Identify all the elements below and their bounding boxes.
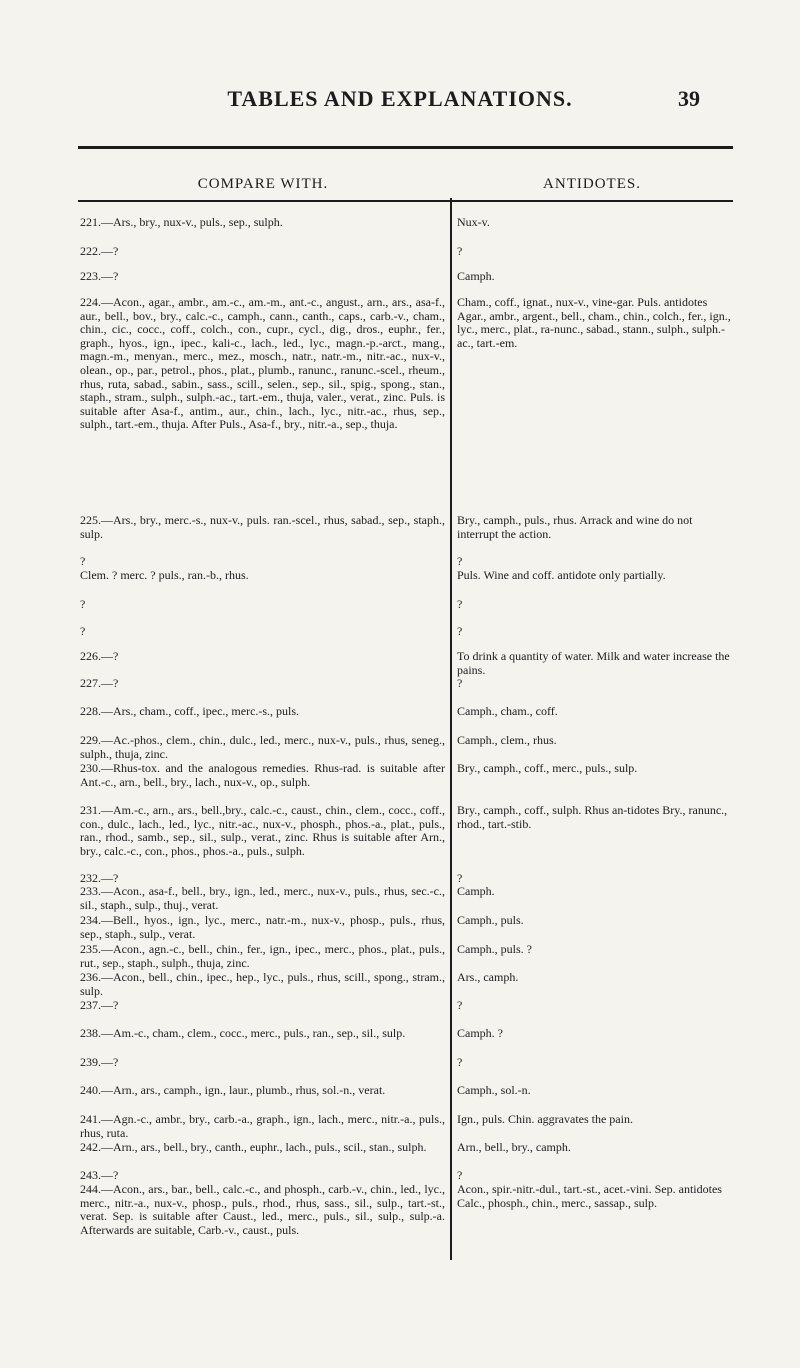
compare-cell: 238.—Am.-c., cham., clem., cocc., merc., puls., ran., sep., sil., sulp. [80,1026,406,1040]
compare-cell: 226.—? [80,649,119,663]
compare-cell: 237.—? [80,998,119,1012]
compare-cell: 244.—Acon., ars., bar., bell., calc.-c., and phosph., carb.-v., chin., led., lyc., merc., nitr.-a., nux-v., phosp., puls., rhod., rhus, sass., sil., sulp., tart.-st., verat. Sep. is suitable after Caust., led., merc., puls., sil., sulp., sulp.-a. Afterwards are suitable, Carb.-v., caust., puls. [80,1182,445,1237]
compare-cell: 229.—Ac.-phos., clem., chin., dulc., led., merc., nux-v., puls., rhus, seneg., sulph., thuja, zinc. [80,733,445,761]
antidote-cell: Arn., bell., bry., camph. [457,1140,571,1154]
antidote-cell: Nux-v. [457,215,490,229]
column-heading-compare: COMPARE WITH. [197,176,329,192]
antidote-cell: ? [457,597,463,611]
compare-cell: 232.—? [80,871,119,885]
compare-cell: ? [80,597,86,611]
antidote-cell: Camph., sol.-n. [457,1083,531,1097]
antidote-cell: ? [457,244,463,258]
compare-cell: 230.—Rhus-tox. and the analogous remedies. Rhus-rad. is suitable after Ant.-c., arn., bell., bry., lach., nux-v., op., sulph. [80,761,445,789]
antidote-cell: Acon., spir.-nitr.-dul., tart.-st., acet.-vini. Sep. antidotes Calc., phosph., chin., merc., sassap., sulp. [457,1182,722,1210]
antidote-cell: Camph. ? [457,1026,503,1040]
compare-cell: 241.—Agn.-c., ambr., bry., carb.-a., graph., ign., lach., merc., nitr.-a., puls., rhus, ruta. [80,1112,445,1140]
antidote-cell: Camph., puls. ? [457,942,532,956]
heading-rule [78,200,733,202]
compare-cell: 236.—Acon., bell., chin., ipec., hep., lyc., puls., rhus, scill., spong., stram., sulp. [80,970,445,998]
compare-cell: 231.—Am.-c., arn., ars., bell.,bry., calc.-c., caust., chin., clem., cocc., coff., con., dulc., lach., led., lyc., nitr.-ac., nux-v., phosph., phos.-a., plat., puls., ran., rhod., samb., sep., sil., sulp., verat., zinc. Rhus is suitable after Arn., bry., calc.-c., con., phos., phos.-a., puls., sulph. [80,803,445,858]
compare-cell: 233.—Acon., asa-f., bell., bry., ign., led., merc., nux-v., puls., rhus, sec.-c., sil., staph., sulp., thuj., verat. [80,884,445,912]
antidote-cell: ? [457,998,463,1012]
compare-cell: 243.—? [80,1168,119,1182]
compare-cell: 223.—? [80,269,119,283]
antidote-cell: Camph. [457,884,495,898]
antidote-cell: Bry., camph., coff., sulph. Rhus an-tidotes Bry., ranunc., rhod., tart.-stib. [457,803,728,831]
compare-cell: ? [80,624,86,638]
page-number: 39 [678,86,700,111]
antidote-cell: Camph. [457,269,495,283]
compare-cell: 227.—? [80,676,119,690]
antidote-cell: Camph., puls. [457,913,524,927]
compare-cell: 235.—Acon., agn.-c., bell., chin., fer., ign., ipec., merc., phos., plat., puls., rut., sep., staph., sulph., thuja, zinc. [80,942,445,970]
antidote-cell: Ars., camph. [457,970,519,984]
compare-cell: ? [80,554,86,568]
compare-cell: 240.—Arn., ars., camph., ign., laur., plumb., rhus, sol.-n., verat. [80,1083,386,1097]
compare-cell: 225.—Ars., bry., merc.-s., nux-v., puls. ran.-scel., rhus, sabad., sep., staph., sulp. [80,513,445,541]
compare-cell: 221.—Ars., bry., nux-v., puls., sep., sulph. [80,215,283,229]
antidote-cell: ? [457,1168,463,1182]
compare-cell: 234.—Bell., hyos., ign., lyc., merc., natr.-m., nux-v., phosp., puls., rhus, sep., staph., sulp., verat. [80,913,445,941]
antidote-cell: ? [457,554,463,568]
column-heading-antidotes: ANTIDOTES. [543,176,641,192]
compare-cell: 239.—? [80,1055,119,1069]
antidote-cell: ? [457,676,463,690]
antidote-cell: Ign., puls. Chin. aggravates the pain. [457,1112,633,1126]
antidote-cell: ? [457,624,463,638]
antidote-cell: ? [457,1055,463,1069]
column-divider [450,198,452,1260]
page-title: TABLES AND EXPLANATIONS. [227,86,573,111]
compare-cell: 222.—? [80,244,119,258]
antidote-cell: ? [457,871,463,885]
antidote-cell: Cham., coff., ignat., nux-v., vine-gar. Puls. antidotes Agar., ambr., argent., bell., cham., chin., colch., fer., ign., lyc., merc., plat., ra-nunc., sabad., stann., sulph., sulph.-ac., tart.-em. [457,295,731,350]
antidote-cell: Puls. Wine and coff. antidote only partially. [457,568,666,582]
page-header [0,86,800,116]
compare-cell: 228.—Ars., cham., coff., ipec., merc.-s., puls. [80,704,300,718]
antidote-cell: Bry., camph., puls., rhus. Arrack and wine do not interrupt the action. [457,513,693,541]
compare-cell: 242.—Arn., ars., bell., bry., canth., euphr., lach., puls., scil., stan., sulph. [80,1140,427,1154]
antidote-cell: Bry., camph., coff., merc., puls., sulp. [457,761,638,775]
top-rule [78,146,733,149]
antidote-cell: To drink a quantity of water. Milk and water increase the pains. [457,649,730,677]
antidote-cell: Camph., cham., coff. [457,704,558,718]
compare-cell: Clem. ? merc. ? puls., ran.-b., rhus. [80,568,249,582]
compare-cell: 224.—Acon., agar., ambr., am.-c., am.-m., ant.-c., angust., arn., ars., asa-f., aur., bell., bov., bry., calc.-c., camph., cann., canth., caps., carb.-v., cham., chin., cic., cocc., coff., colch., con., cupr., cycl., dig., dros., euphr., fer., graph., hyos., ign., ipec., kali-c., lach., led., lyc., magn.-p.-arct., mang., magn.-m., menyan., merc., mez., mosch., natr., natr.-m., nitr.-ac., nux-v., olean., op., par., petrol., phos., plat., plumb., ranunc., ranunc.-scel., rheum., rhus, ruta, sabad., sabin., sass., scill., selen., sep., sil., spig., spong., stan., staph., stram., sulph., sulph.-ac., tart.-em., thuja, valer., verat., zinc. Puls. is suitable after Asa-f., antim., aur., chin., lach., lyc., nitr.-ac., rhus, sep., sulph., tart.-em., thuja. After Puls., Asa-f., bry., nitr.-a., sep., thuja. [80,295,445,432]
antidote-cell: Camph., clem., rhus. [457,733,557,747]
